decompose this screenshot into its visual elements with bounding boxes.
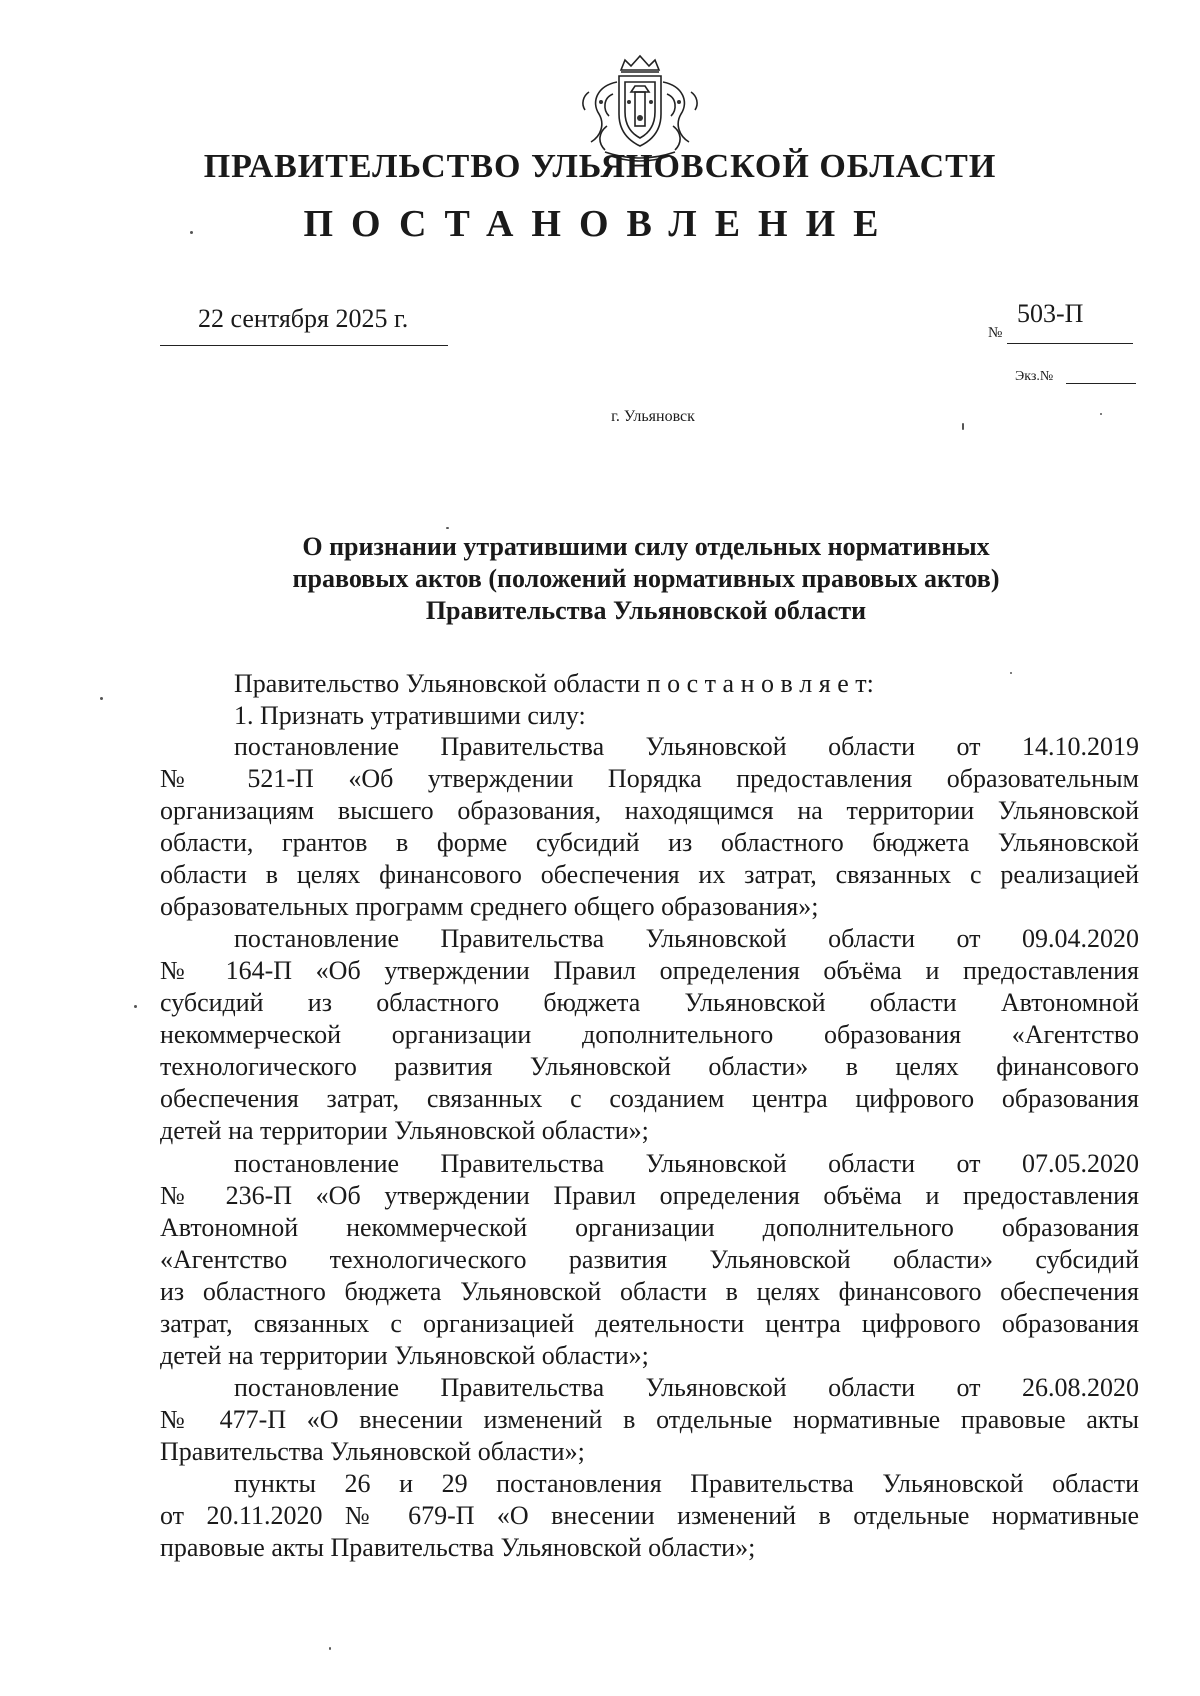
paragraph-1-line: № 521-П «Об утверждении Порядка предоставления образовательным [160, 764, 1139, 793]
document-subject [0, 531, 1200, 627]
scan-speck [190, 231, 193, 234]
paragraph-3-line: из областного бюджета Ульяновской области в целях финансового обеспечения [160, 1277, 1139, 1306]
government-title: ПРАВИТЕЛЬСТВО УЛЬЯНОВСКОЙ ОБЛАСТИ [203, 148, 997, 185]
document-type-title: ПОСТАНОВЛЕНИЕ [303, 203, 897, 245]
document-date: 22 сентября 2025 г. [198, 304, 409, 333]
paragraph-1-line: области в целях финансового обеспечения их затрат, связанных с реализацией [160, 860, 1139, 889]
scan-speck [100, 697, 103, 700]
copy-number-underline [1066, 383, 1136, 384]
paragraph-4-line: № 477-П «О внесении изменений в отдельные нормативные правовые акты [160, 1405, 1139, 1434]
paragraph-3-line: № 236-П «Об утверждении Правил определения объёма и предоставления [160, 1181, 1139, 1210]
scan-speck [962, 423, 964, 430]
paragraph-3-line: затрат, связанных с организацией деятельности центра цифрового образования [160, 1309, 1139, 1338]
subject-line: О признании утратившими силу отдельных нормативных [302, 532, 990, 561]
paragraph-1-line: постановление Правительства Ульяновской области от 14.10.2019 [234, 732, 1139, 761]
subject-line: Правительства Ульяновской области [425, 596, 867, 625]
paragraph-1-line: области, грантов в форме субсидий из областного бюджета Ульяновской [160, 828, 1139, 857]
paragraph-2-line: технологического развития Ульяновской области» в целях финансового [160, 1052, 1139, 1081]
subject-line: правовых актов (положений нормативных правовых актов) [292, 564, 1000, 593]
paragraph-2-line: детей на территории Ульяновской области»; [160, 1116, 649, 1145]
city-name: г. Ульяновск [611, 408, 695, 425]
scan-speck [134, 1005, 137, 1008]
preamble: Правительство Ульяновской области п о с т а н о в л я е т: [234, 669, 874, 698]
paragraph-3-line: постановление Правительства Ульяновской области от 07.05.2020 [234, 1149, 1139, 1178]
paragraph-1-line: организациям высшего образования, находящимся на территории Ульяновской [160, 796, 1139, 825]
scan-speck [1010, 672, 1012, 674]
paragraph-4-line: Правительства Ульяновской области»; [160, 1437, 585, 1466]
paragraph-1-line: образовательных программ среднего общего образования»; [160, 892, 819, 921]
paragraph-2-line: постановление Правительства Ульяновской области от 09.04.2020 [234, 924, 1139, 953]
paragraph-3-line: Автономной некоммерческой организации дополнительного образования [160, 1213, 1139, 1242]
paragraph-2-line: субсидий из областного бюджета Ульяновской области Автономной [160, 988, 1139, 1017]
scan-speck [446, 527, 449, 529]
paragraph-2-line: № 164-П «Об утверждении Правил определения объёма и предоставления [160, 956, 1139, 985]
paragraph-2-line: некоммерческой организации дополнительного образования «Агентство [160, 1020, 1139, 1049]
item-1-heading: 1. Признать утратившими силу: [234, 701, 586, 730]
scan-speck [1100, 413, 1102, 415]
scan-speck [329, 1647, 331, 1650]
number-underline [1007, 343, 1133, 344]
paragraph-5-line: от 20.11.2020 № 679-П «О внесении изменений в отдельные нормативные [160, 1501, 1139, 1530]
paragraph-3-line: «Агентство технологического развития Ульяновской области» субсидий [160, 1245, 1139, 1274]
document-number: 503-П [1017, 299, 1084, 328]
paragraph-4-line: постановление Правительства Ульяновской области от 26.08.2020 [234, 1373, 1139, 1402]
paragraph-2-line: обеспечения затрат, связанных с созданием центра цифрового образования [160, 1084, 1139, 1113]
date-underline [160, 345, 448, 346]
paragraph-5-line: правовые акты Правительства Ульяновской области»; [160, 1533, 756, 1562]
number-sign: № [988, 325, 1003, 341]
copy-number-label: Экз.№ [1015, 369, 1054, 384]
paragraph-5-line: пункты 26 и 29 постановления Правительства Ульяновской области [234, 1469, 1139, 1498]
paragraph-3-line: детей на территории Ульяновской области»; [160, 1341, 649, 1370]
